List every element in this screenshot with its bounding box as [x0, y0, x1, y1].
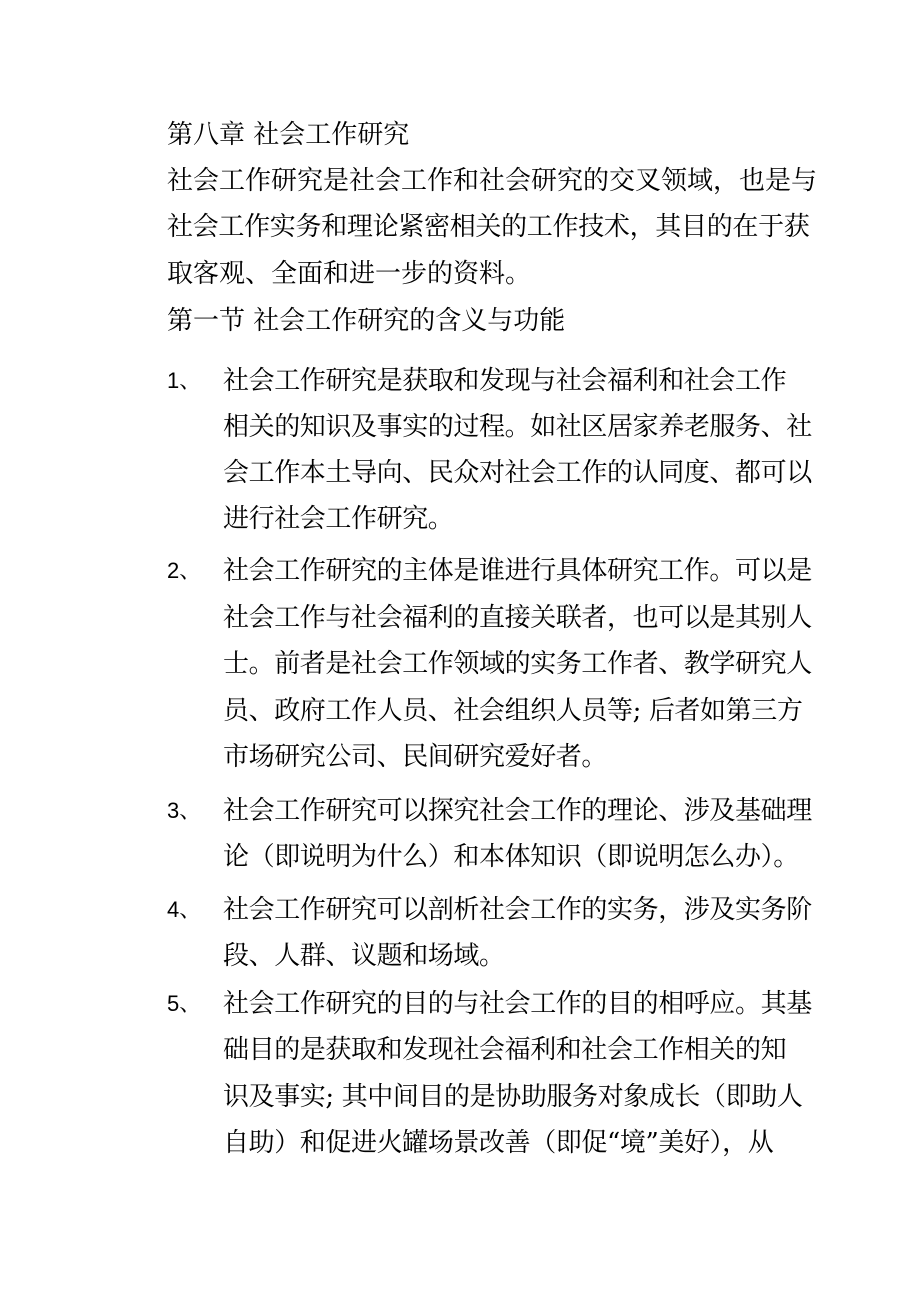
intro-line: 社会工作研究是社会工作和社会研究的交叉领域，也是与 [167, 166, 818, 196]
intro-line: 取客观、全面和进一步的资料。 [167, 259, 532, 289]
list-line: 员、政府工作人员、社会组织人员等; 后者如第三方 [223, 696, 803, 726]
list-line: 社会工作研究可以剖析社会工作的实务，涉及实务阶 [223, 895, 812, 925]
list-line: 论（即说明为什么）和本体知识（即说明怎么办）。 [223, 842, 799, 872]
list-number: 1、 [167, 368, 202, 393]
list-line: 础目的是获取和发现社会福利和社会工作相关的知 [223, 1035, 787, 1065]
list-line: 识及事实; 其中间目的是协助服务对象成长（即助人 [223, 1082, 803, 1112]
list-line: 社会工作研究可以探究社会工作的理论、涉及基础理 [223, 796, 812, 826]
list-line: 社会工作与社会福利的直接关联者，也可以是其别人 [223, 603, 812, 633]
list-line: 社会工作研究的目的与社会工作的目的相呼应。其基 [223, 989, 812, 1019]
section-title: 第一节 社会工作研究的含义与功能 [167, 306, 566, 336]
list-number: 2、 [167, 558, 202, 583]
list-line: 士。前者是社会工作领域的实务工作者、教学研究人 [223, 649, 812, 679]
list-line: 进行社会工作研究。 [223, 504, 454, 534]
list-number: 5、 [167, 991, 202, 1016]
list-line: 会工作本土导向、民众对社会工作的认同度、都可以 [223, 458, 812, 488]
list-line: 社会工作研究是获取和发现与社会福利和社会工作 [223, 366, 787, 396]
list-line: 段、人群、议题和场域。 [223, 941, 505, 971]
list-line: 相关的知识及事实的过程。如社区居家养老服务、社 [223, 412, 812, 442]
list-line: 社会工作研究的主体是谁进行具体研究工作。可以是 [223, 556, 812, 586]
list-line: 自助）和促进火罐场景改善（即促“境”美好），从 [223, 1128, 774, 1158]
chapter-title: 第八章 社会工作研究 [167, 120, 410, 150]
list-number: 3、 [167, 798, 202, 823]
list-line: 市场研究公司、民间研究爱好者。 [223, 742, 608, 772]
list-number: 4、 [167, 897, 202, 922]
intro-line: 社会工作实务和理论紧密相关的工作技术，其目的在于获 [167, 212, 810, 242]
